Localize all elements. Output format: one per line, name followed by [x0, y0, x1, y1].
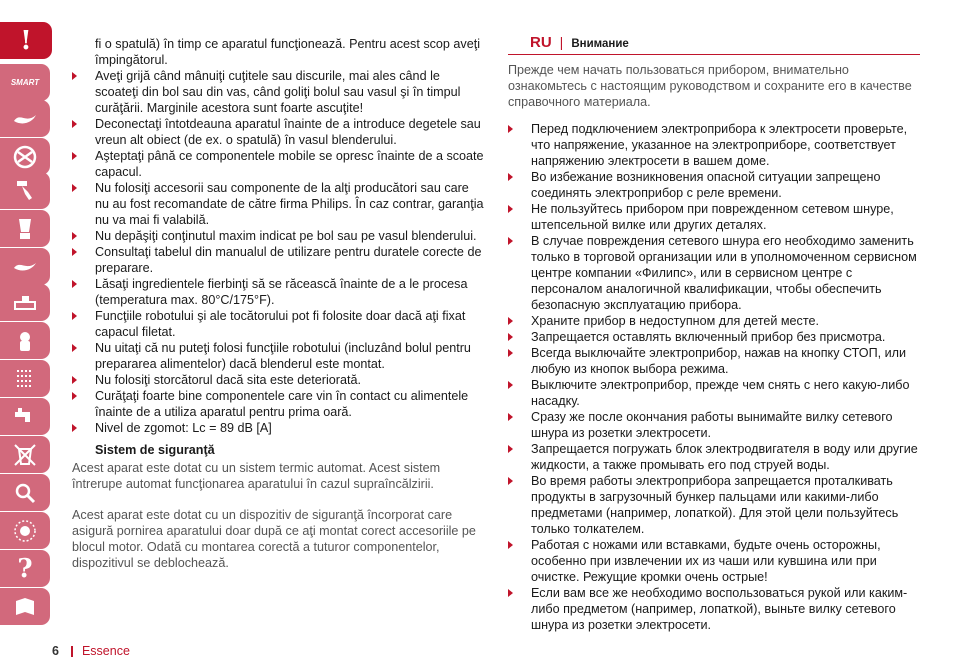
header-separator: | — [559, 34, 564, 50]
bullet-icon — [508, 237, 513, 245]
left-column — [72, 36, 484, 571]
bullet-icon — [508, 205, 513, 213]
list-item: Если вам все же необходимо воспользоваться рукой или каким-либо предметом (например, лопаткой), выньте вилку сетевого шнура из розетки электросети. — [508, 585, 920, 633]
list-item: Во время работы электроприбора запрещается проталкивать продукты в загрузочный бункер пальцами или какими-либо предметами (например, лопаткой). Для этой цели пользуйтесь только толкателем. — [508, 473, 920, 537]
left-bullet-list — [72, 68, 484, 436]
tab-recipe[interactable] — [0, 360, 50, 397]
bullet-icon — [508, 125, 513, 133]
list-item: Nu folosiţi accesorii sau componente de la alţi producători sau care nu au fost recomandate de către firma Philips. În caz contrar, garanţia nu va mai fi valabilă. — [72, 180, 484, 228]
page-footer — [52, 644, 130, 658]
tab-tap[interactable] — [0, 398, 50, 435]
paragraph: Acest aparat este dotat cu un dispozitiv de siguranţă încorporat care asigură pornirea aparatului doar după ce aţi montat corect accesoriile pe blocul motor. Odată cu montarea corectă a tuturor componentelor, dispozitivul se deblochează. — [72, 508, 476, 570]
guarantee-icon — [12, 518, 38, 544]
smart-icon: SMART — [10, 77, 40, 87]
list-item: Lăsaţi ingredientele fierbinţi să se răcească înainte de a le procesa (temperatura max. 80°C/175°F). — [72, 276, 484, 308]
list-item: Curăţaţi foarte bine componentele care vin în contact cu alimentele înainte de a utiliza aparatul pentru prima oară. — [72, 388, 484, 420]
disc-icon — [12, 144, 38, 170]
list-item: В случае повреждения сетевого шнура его необходимо заменить только в торговой организации или в уполномоченном сервисном центре компании «Филипс», или в сервисном центре с персоналом аналогичной квалификации, чтобы обеспечить безопасную эксплуатацию прибора. — [508, 233, 920, 313]
bullet-icon — [508, 413, 513, 421]
tab-magnifier[interactable] — [0, 474, 50, 511]
tab-warning[interactable] — [0, 22, 52, 59]
warning-icon: ! — [20, 25, 32, 56]
bullet-icon — [72, 424, 77, 432]
list-item: Выключите электроприбор, прежде чем снять с него какую-либо насадку. — [508, 377, 920, 409]
list-item: Nu uitaţi că nu puteţi folosi funcţiile robotului (incluzând bolul pentru prepararea alimentelor) dacă blenderul este montat. — [72, 340, 484, 372]
tab-recycle-bin[interactable] — [0, 436, 50, 473]
section-title: Внимание — [571, 38, 629, 50]
tab-disc[interactable] — [0, 138, 50, 175]
tab-question[interactable] — [0, 550, 50, 587]
list-item: Nivel de zgomot: Lc = 89 dB [A] — [72, 420, 484, 436]
language-code: RU — [530, 34, 552, 51]
list-item: Во избежание возникновения опасной ситуации запрещено соединять электроприбор с реле времени. — [508, 169, 920, 201]
tab-guarantee[interactable] — [0, 512, 50, 549]
list-item: Перед подключением электроприбора к электросети проверьте, что напряжение, указанное на электроприборе, соответствует напряжению электросети в вашем доме. — [508, 121, 920, 169]
bullet-icon — [72, 120, 77, 128]
right-column — [508, 36, 920, 633]
book-icon — [12, 594, 38, 620]
blade-icon — [12, 106, 38, 132]
list-item: Всегда выключайте электроприбор, нажав на кнопку СТОП, или любую из кнопок выбора режима. — [508, 345, 920, 377]
tab-blade[interactable] — [0, 100, 50, 137]
bullet-icon — [72, 312, 77, 320]
tab-blender[interactable] — [0, 210, 50, 247]
page-number: 6 — [52, 644, 59, 658]
sidebar-tabs — [0, 0, 50, 672]
bullet-icon — [72, 232, 77, 240]
tab-whisk[interactable] — [0, 172, 50, 209]
bullet-icon — [508, 173, 513, 181]
intro-paragraph: Прежде чем начать пользоваться прибором, внимательно ознакомьтесь с настоящим руководством и сохраните его в качестве справочного материала. — [508, 63, 912, 109]
recycle-bin-icon — [12, 442, 38, 468]
bullet-icon — [72, 344, 77, 352]
bullet-icon — [508, 349, 513, 357]
paragraph: Acest aparat este dotat cu un sistem termic automat. Acest sistem întrerupe automat funcţionarea aparatului în cazul supraîncălzirii. — [72, 461, 441, 491]
tab-mincer[interactable] — [0, 322, 50, 359]
list-item: Deconectaţi întotdeauna aparatul înainte de a introduce degetele sau vreun alt obiect (de ex. o spatulă) în vasul blenderului. — [72, 116, 484, 148]
bullet-icon — [72, 280, 77, 288]
list-item: Aşteptaţi până ce componentele mobile se opresc înainte de a scoate capacul. — [72, 148, 484, 180]
brand-name: Essence — [81, 644, 130, 658]
bullet-icon — [508, 333, 513, 341]
tab-smart[interactable] — [0, 64, 50, 101]
bullet-icon — [508, 381, 513, 389]
footer-separator — [71, 646, 73, 657]
section-heading: Sistem de siguranţă — [95, 443, 215, 457]
recipe-icon — [12, 366, 38, 392]
list-item: Aveţi grijă când mânuiţi cuţitele sau discurile, mai ales când le scoateţi din bol sau din vas, când goliţi bolul sau vasul şi în timpul curăţării. Marginile acestora sunt foarte ascuţite! — [72, 68, 484, 116]
continued-text: fi o spatulă) în timp ce aparatul funcţionează. Pentru acest scop aveţi împingătorul. — [95, 37, 481, 67]
bullet-icon — [72, 248, 77, 256]
bullet-icon — [72, 392, 77, 400]
right-bullet-list — [508, 121, 920, 633]
section-header — [508, 34, 920, 55]
list-item: Consultaţi tabelul din manualul de utilizare pentru duratele corecte de preparare. — [72, 244, 484, 276]
bullet-icon — [508, 589, 513, 597]
list-item: Funcţiile robotului şi ale tocătorului pot fi folosite doar dacă aţi fixat capacul filetat. — [72, 308, 484, 340]
bullet-icon — [508, 445, 513, 453]
list-item: Сразу же после окончания работы вынимайте вилку сетевого шнура из розетки электросети. — [508, 409, 920, 441]
tab-blade-2[interactable] — [0, 248, 50, 285]
tab-book[interactable] — [0, 588, 50, 625]
list-item: Запрещается оставлять включенный прибор без присмотра. — [508, 329, 920, 345]
tap-icon — [12, 404, 38, 430]
whisk-icon — [12, 178, 38, 204]
blade-icon — [12, 254, 38, 280]
list-item: Работая с ножами или вставками, будьте очень осторожны, особенно при извлечении их из чаши или кувшина или при очистке. Режущие кромки очень острые! — [508, 537, 920, 585]
magnifier-icon — [12, 480, 38, 506]
bullet-icon — [508, 477, 513, 485]
bullet-icon — [72, 152, 77, 160]
list-item: Nu depăşiţi conţinutul maxim indicat pe bol sau pe vasul blenderului. — [72, 228, 484, 244]
bullet-icon — [508, 541, 513, 549]
tab-pusher[interactable] — [0, 284, 50, 321]
question-icon: ? — [17, 553, 33, 584]
bullet-icon — [72, 376, 77, 384]
mincer-icon — [12, 328, 38, 354]
pusher-icon — [12, 290, 38, 316]
list-item: Храните прибор в недоступном для детей месте. — [508, 313, 920, 329]
bullet-icon — [72, 72, 77, 80]
blender-icon — [12, 216, 38, 242]
bullet-icon — [508, 317, 513, 325]
list-item: Запрещается погружать блок электродвигателя в воду или другие жидкости, а также промывать его под струей воды. — [508, 441, 920, 473]
list-item: Nu folosiţi storcătorul dacă sita este deteriorată. — [72, 372, 484, 388]
list-item: Не пользуйтесь прибором при поврежденном сетевом шнуре, штепсельной вилке или других деталях. — [508, 201, 920, 233]
bullet-icon — [72, 184, 77, 192]
